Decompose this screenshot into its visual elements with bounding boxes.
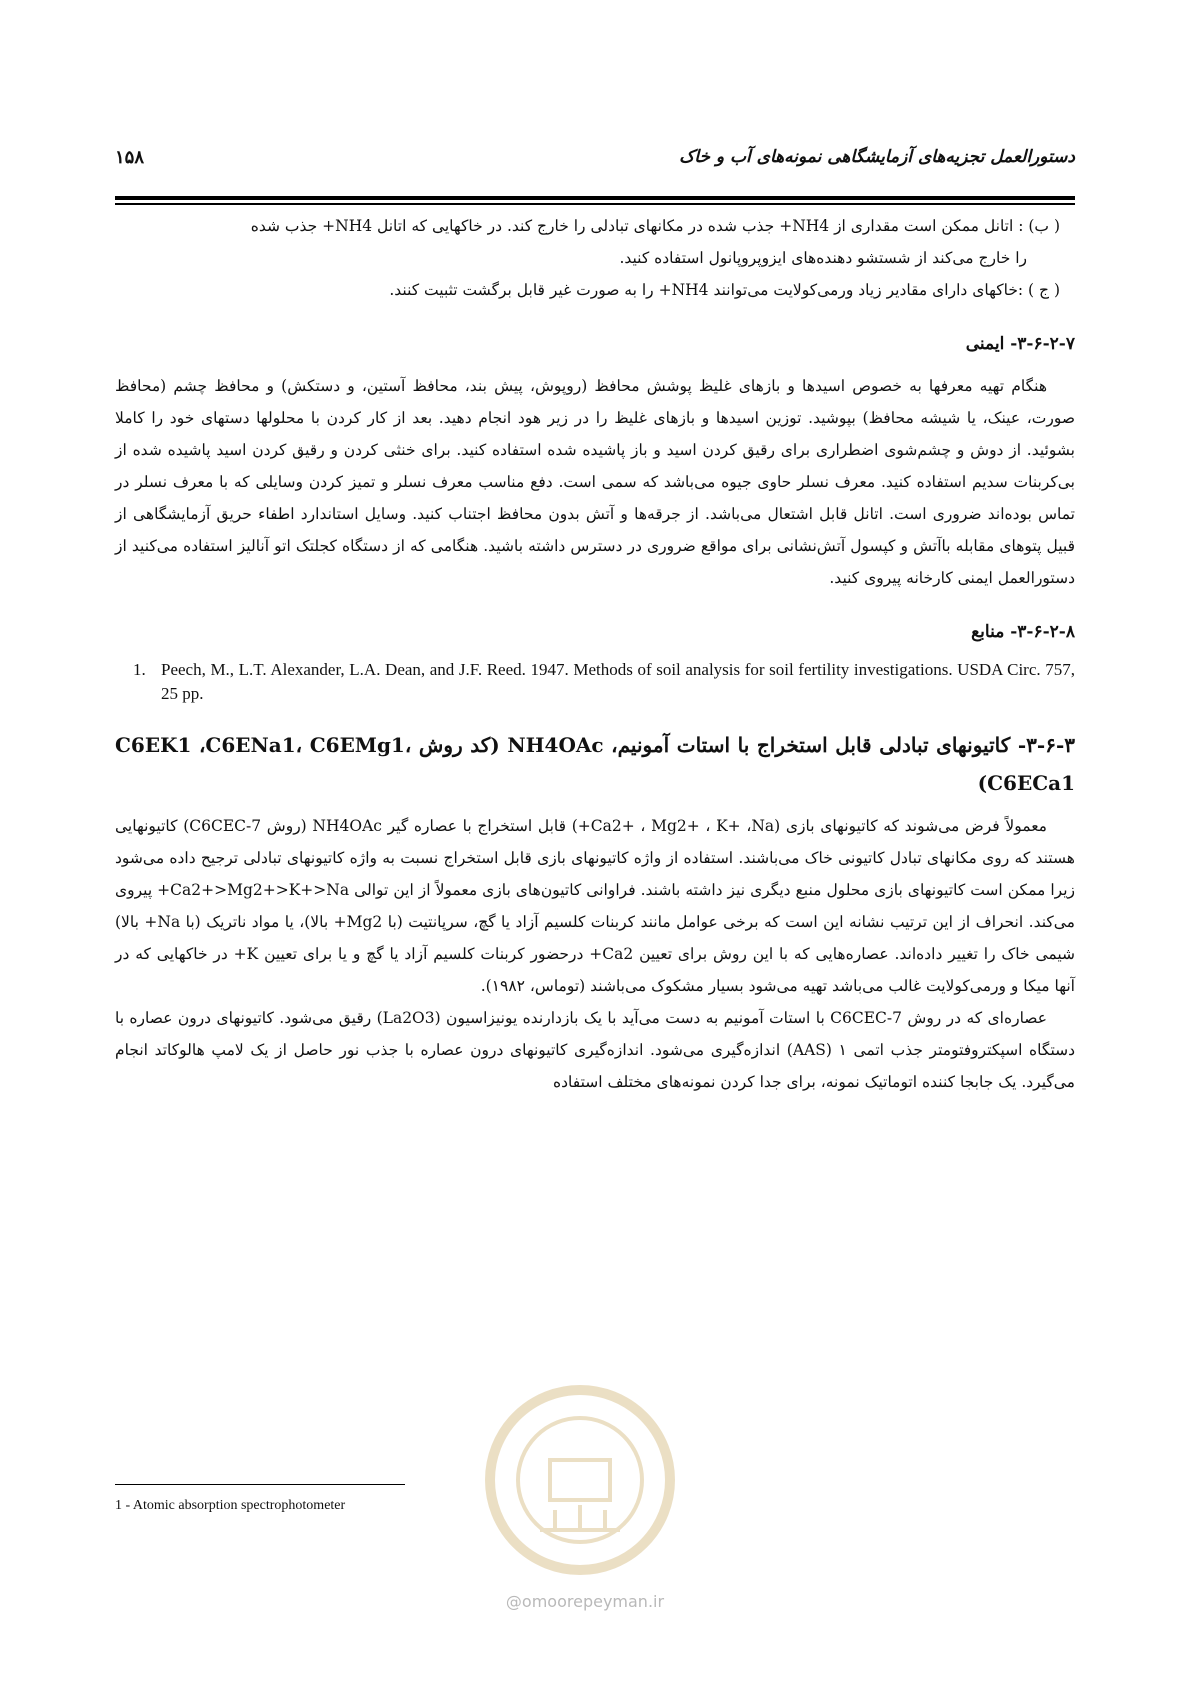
reference-item — [115, 658, 1075, 706]
watermark-seal-icon — [480, 1380, 680, 1580]
header-rule-thin — [115, 203, 1075, 205]
safety-paragraph: هنگام تهیه معرفها به خصوص اسیدها و بازهای غلیظ پوشش محافظ (روپوش، پیش بند، محافظ آستین، و دستکش) و محافظ چشم (محافظ صورت، عینک، یا شیشه محافظ) بپوشید. توزین اسیدها و بازهای غلیظ را در زیر هود انجام دهید. بعد از کار کردن با محلولها دستهای خود را کاملا بشوئید. از دوش و چشم‌شوی اضطراری برای رقیق کردن اسید و باز پاشیده شده استفاده کنید. برای خنثی کردن و رقیق کردن اسید پاشیده شده از بی‌کربنات سدیم استفاده کنید. معرف نسلر حاوی جیوه می‌باشد که سمی است. دفع مناسب معرف نسلر و تمیز کردن وسایلی که با معرف نسلر در تماس بوده‌اند ضروری است. اتانل قابل اشتعال می‌باشد. از جرقه‌ها و آتش بدون محافظ اجتناب کنید. وسایل استاندارد اطفاء حریق آزمایشگاهی از قبیل پتوهای مقابله باآتش و کپسول آتش‌نشانی برای مواقع ضروری در دسترس داشته باشید. هنگامی که از دستگاه کجلتک اتو آنالیز استفاده می‌کنید از دستورالعمل ایمنی کارخانه پیروی کنید. — [115, 377, 1075, 587]
reference-text: Peech, M., L.T. Alexander, L.A. Dean, and J.F. Reed. 1947. Methods of soil analysis for soil fertility investigations. USDA Circ. 757, 25 pp. — [161, 660, 1075, 703]
section-paragraph-2: عصاره‌ای که در روش C6CEC-7 با استات آمونیم به دست می‌آید با یک بازدارنده یونیزاسیون (La2O3) رقیق می‌شود. کاتیونهای درون عصاره با دستگاه اسپکتروفتومتر جذب اتمی ۱ (AAS) اندازه‌گیری می‌شود. اندازه‌گیری کاتیونهای درون عصاره با جذب نور حاصل از یک لامپ هالوکاتد انجام می‌گیرد. یک جابجا کننده اتوماتیک نمونه، برای جدا کردن نمونه‌های مختلف استفاده — [115, 1009, 1076, 1091]
footnote: 1 - Atomic absorption spectrophotometer — [115, 1498, 346, 1513]
running-title: دستورالعمل تجزیه‌های آزمایشگاهی نمونه‌های آب و خاک — [679, 147, 1075, 167]
page-number: ۱۵۸ — [115, 146, 145, 168]
reference-number: 1. — [133, 660, 146, 679]
main-content — [115, 210, 1075, 1098]
section-paragraph-1: معمولاً فرض می‌شوند که کاتیونهای بازی (Ca2+ ، Mg2+ ، K+ ،Na+) قابل استخراج با عصاره گیر NH4OAc (روش C6CEC-7) کاتیونهایی هستند که روی مکانهای تبادل کاتیونی خاک می‌باشند. استفاده از واژه کاتیونهای بازی قابل استخراج نسبت به واژه کاتیونهای تبادلی ترجیح داده می‌شود زیرا ممکن است کاتیونهای بازی محلول منبع دیگری نیز داشته باشند. فراوانی کاتیون‌های بازی معمولاً از این توالی Ca2+>Mg2+>K+>Na+ پیروی می‌کند. انحراف از این ترتیب نشانه این است که برخی عوامل مانند کربنات کلسیم آزاد یا گچ، سرپانتیت (با Mg2+ بالا)، یا مواد ناتریک (با Na+ بالا) شیمی خاک را تغییر داده‌اند. عصاره‌هایی که با این روش برای تعیین Ca2+ درحضور کربنات کلسیم آزاد یا گچ و یا برای تعیین K+ در خاکهایی که در آنها میکا و ورمی‌کولایت غالب می‌باشد تهیه می‌شود بسیار مشکوک می‌باشند (توماس، ۱۹۸۲). — [115, 817, 1076, 995]
references-heading: ۳-۶-۲-۸- منابع — [971, 622, 1075, 642]
header-rule-thick — [115, 196, 1075, 200]
note-b-line1: ( ب) : اتانل ممکن است مقداری از NH4+ جذب شده در مکانهای تبادلی را خارج کند. در خاکهایی که اتانل NH4+ جذب شده — [250, 217, 1060, 235]
note-c-line: ( ج ) :خاکهای دارای مقادیر زیاد ورمی‌کولایت می‌توانند NH4+ را به صورت غیر قابل برگشت تثبیت کنند. — [389, 281, 1060, 299]
watermark-text: @omoorepeyman.ir — [505, 1592, 665, 1611]
footnote-rule — [115, 1484, 405, 1485]
note-b-line2: را خارج می‌کند از شستشو دهنده‌های ایزوپروپانول استفاده کنید. — [619, 249, 1027, 267]
section-heading: ۳-۶-۳- کاتیونهای تبادلی قابل استخراج با استات آمونیم، NH4OAc (کد روش C6EK1 ،C6ENa1، C6EMg1، C6ECa1) — [115, 733, 1075, 795]
safety-heading: ۳-۶-۲-۷- ایمنی — [965, 334, 1075, 354]
page-header — [115, 142, 1075, 172]
